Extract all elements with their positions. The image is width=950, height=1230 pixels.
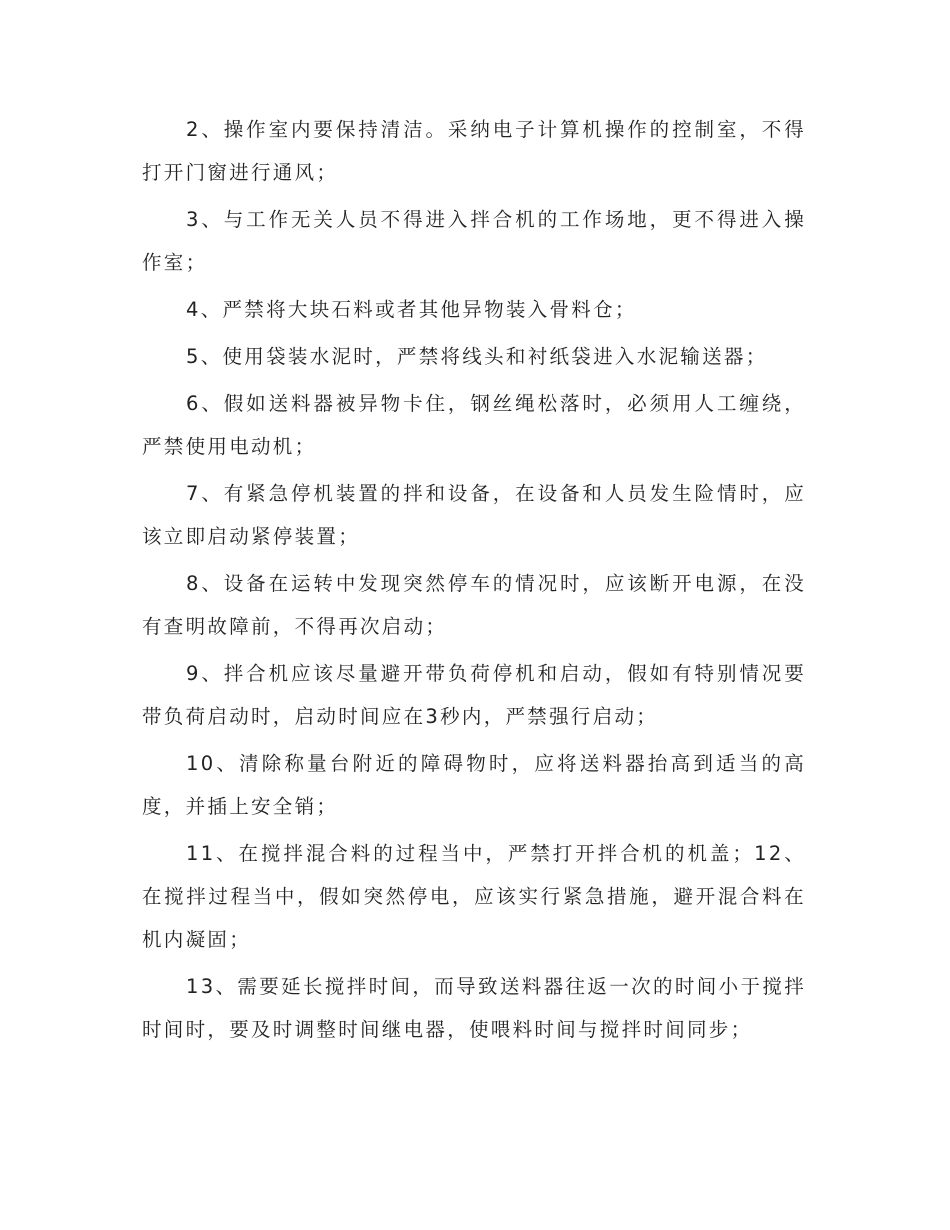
paragraph-item-2: 2、操作室内要保持清洁。采纳电子计算机操作的控制室，不得打开门窗进行通风；	[142, 118, 806, 184]
document-body	[142, 108, 806, 1055]
paragraph-item-9: 9、拌合机应该尽量避开带负荷停机和启动，假如有特别情况要带负荷启动时，启动时间应在3秒内，严禁强行启动；	[142, 662, 806, 728]
paragraph-item-11-12: 11、在搅拌混合料的过程当中，严禁打开拌合机的机盖；12、在搅拌过程当中，假如突然停电，应该实行紧急措施，避开混合料在机内凝固；	[142, 842, 806, 951]
paragraph-item-10: 10、清除称量台附近的障碍物时，应将送料器抬高到适当的高度，并插上安全销；	[142, 752, 806, 818]
paragraph-item-6: 6、假如送料器被异物卡住，钢丝绳松落时，必须用人工缠绕，严禁使用电动机；	[142, 392, 806, 458]
paragraph-item-7: 7、有紧急停机装置的拌和设备，在设备和人员发生险情时，应该立即启动紧停装置；	[142, 482, 806, 548]
paragraph-item-13: 13、需要延长搅拌时间，而导致送料器往返一次的时间小于搅拌时间时，要及时调整时间继电器，使喂料时间与搅拌时间同步；	[142, 975, 806, 1041]
paragraph-item-5: 5、使用袋装水泥时，严禁将线头和衬纸袋进入水泥输送器；	[186, 345, 768, 368]
paragraph-item-8: 8、设备在运转中发现突然停车的情况时，应该断开电源，在没有查明故障前，不得再次启动；	[142, 572, 806, 638]
paragraph-item-3: 3、与工作无关人员不得进入拌合机的工作场地，更不得进入操作室；	[142, 208, 806, 274]
paragraph-item-4: 4、严禁将大块石料或者其他异物装入骨料仓；	[186, 298, 637, 321]
